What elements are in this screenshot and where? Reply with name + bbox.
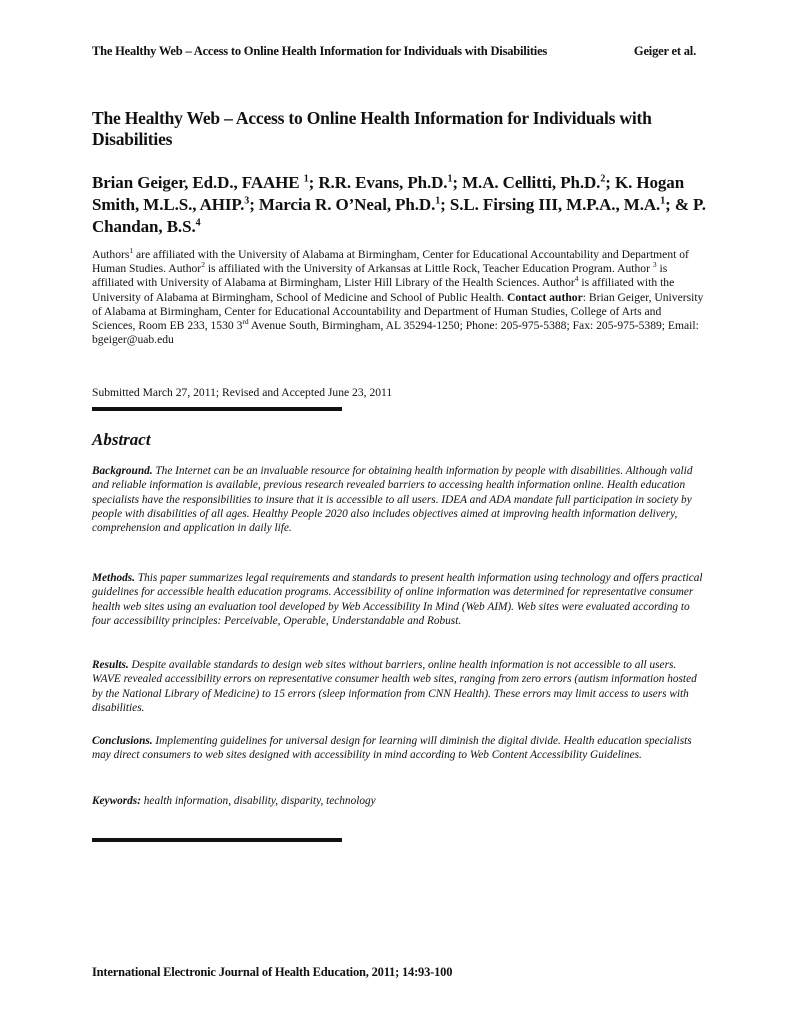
keywords: Keywords: health information, disability, disparity, technology [92,795,376,807]
abstract-conclusions: Conclusions. Implementing guidelines for universal design for learning will diminish the digital divide. Health education specialists may direct consumers to web sites designed with accessibility in mind according to Web Content Accessibility Guidelines. [92,735,692,762]
author: K. Hogan Smith, M.L.S., AHIP.$^3$; [92,173,685,214]
contact-author-label: Contact author [507,290,583,304]
author: Brian Geiger, Ed.D., FAAHE $^1$; [92,173,319,192]
abstract-heading: Abstract [92,430,151,449]
author-list [92,172,712,238]
author: S.L. Firsing III, M.P.A., M.A.$^1$; [449,195,675,214]
divider-rule [92,838,342,842]
author: Marcia R. O’Neal, Ph.D.$^1$; [258,195,450,214]
author: R.R. Evans, Ph.D.$^1$; [318,173,463,192]
journal-citation: International Electronic Journal of Health Education, 2011; 14:93-100 [92,965,453,979]
affiliations: Authors$^1$ are affiliated with the University of Alabama at Birmingham, Center for Educational Accountability and Department of Human Studies. Author$^2$ is affiliated with the University of Arkansas at Little Rock, Teacher Education Program. Author $^3$ is affiliated with University of Alabama at Birmingham, Lister Hill Library of the Health Sciences. Author$^4$ is affiliated with the University of Alabama at Birmingham, School of Medicine and School of Public Health. Contact author: Brian Geiger, University of Alabama at Birmingham, Center for Educational Accountability and Department of Human Studies, College of Arts and Sciences, Room EB 233, 1530 3rd Avenue South, Birmingham, AL 35294-1250; Phone: 205-975-5388; Fax: 205-975-5389; Email: bgeiger@uab.edu [92,246,704,347]
running-head-title: The Healthy Web – Access to Online Health Information for Individuals with Disabilities [92,44,548,58]
abstract-results: Results. Despite available standards to design web sites without barriers, online health information is not accessible to all users. WAVE revealed accessibility errors on representative consumer health web sites, ranging from zero errors (autism information hosted by the National Library of Medicine) to 15 errors (sleep information from CNN Health). These errors may limit access to users with disabilities. [92,659,697,714]
running-head-authors: Geiger et al. [633,44,696,58]
paper-title: The Healthy Web – Access to Online Health Information for Individuals with Disabilities [92,108,652,149]
submission-dates: Submitted March 27, 2011; Revised and Accepted June 23, 2011 [92,386,393,399]
running-head [92,44,696,59]
author: & P. Chandan, B.S.$^4$ [92,195,706,236]
abstract-background: Background. The Internet can be an invaluable resource for obtaining health information by people with disabilities. Although valid and reliable information is available, previous research revealed barriers to accessing health information online. Health education specialists have the responsibilities to insure that it is accessible to all users. IDEA and ADA mandate full participation in society by people with disabilities of all ages. Healthy People 2020 also includes objectives aimed at improving health information delivery, comprehension and application in daily life. [92,465,693,535]
divider-rule [92,407,342,411]
author: M.A. Cellitti, Ph.D.$^2$; [462,173,615,192]
abstract-methods: Methods. This paper summarizes legal requirements and standards to present health information using technology and offers practical guidelines for accessible health education programs. Accessibility of online information was determined for representative consumer health web sites using an evaluation tool developed by Web Accessibility In Mind (Web AIM). Web sites were evaluated according to four accessibility principles: Perceivable, Operable, Understandable and Robust. [92,572,703,627]
